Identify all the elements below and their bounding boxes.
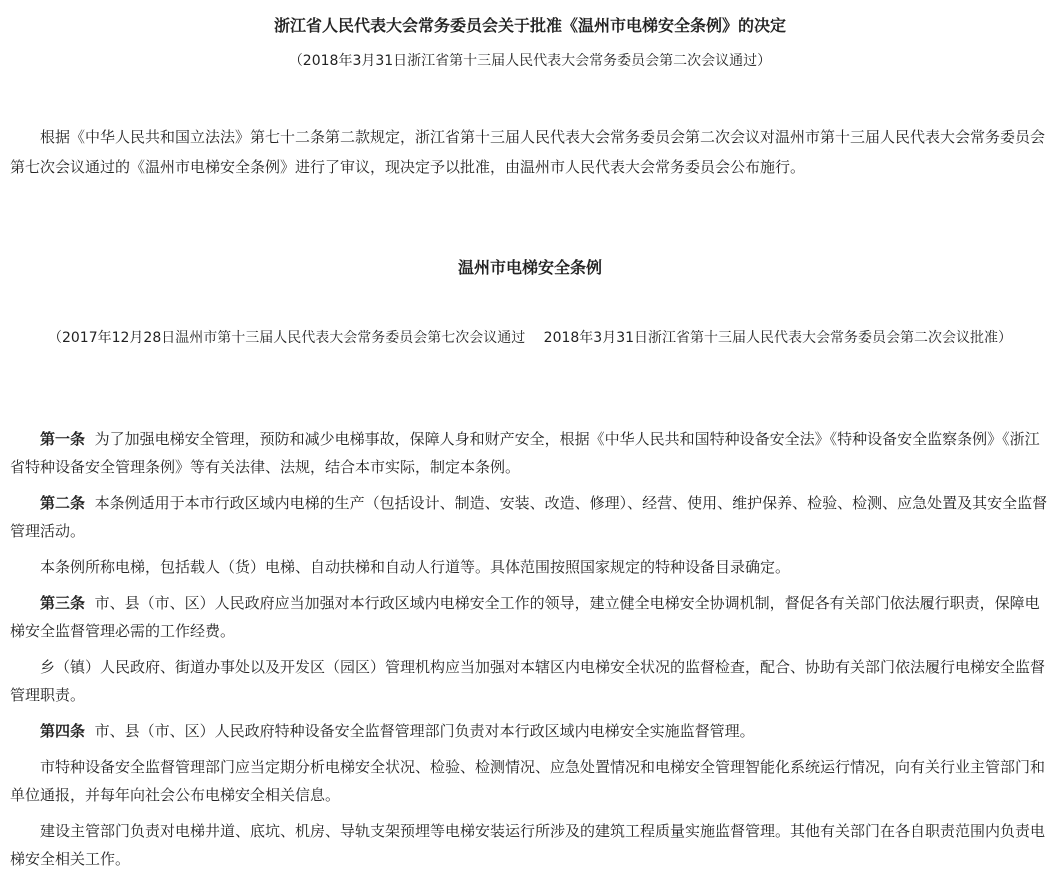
decision-adoption-note: （2018年3月31日浙江省第十三届人民代表大会常务委员会第二次会议通过） [288, 53, 772, 69]
article-text: 为了加强电梯安全管理，预防和减少电梯事故，保障人身和财产安全，根据《中华人民共和国特种设备安全法》《特种设备安全监察条例》《浙江省特种设备安全管理条例》等有关法律、法规，结合本市实际，制定本条例。 [10, 430, 1040, 476]
article-paragraph [10, 589, 1050, 645]
article-paragraph [10, 553, 1050, 581]
article-text: 市、县（市、区）人民政府应当加强对本行政区域内电梯安全工作的领导，建立健全电梯安全协调机制，督促各有关部门依法履行职责，保障电梯安全监督管理必需的工作经费。 [10, 594, 1040, 640]
article-paragraph [10, 425, 1050, 481]
article-text: 乡（镇）人民政府、街道办事处以及开发区（园区）管理机构应当加强对本辖区内电梯安全状况的监督检查，配合、协助有关部门依法履行电梯安全监督管理职责。 [10, 658, 1046, 704]
article-number: 第一条 [40, 430, 86, 448]
article-paragraph [10, 817, 1050, 873]
articles-list [10, 425, 1050, 881]
decision-title: 浙江省人民代表大会常务委员会关于批准《温州市电梯安全条例》的决定 [273, 16, 786, 35]
article-number: 第二条 [40, 494, 86, 512]
regulation-title: 温州市电梯安全条例 [457, 258, 602, 277]
regulation-adoption-note: （2017年12月28日温州市第十三届人民代表大会常务委员会第七次会议通过 2018年3月31日浙江省第十三届人民代表大会常务委员会第二次会议批准） [47, 330, 1013, 346]
decision-body-paragraph: 根据《中华人民共和国立法法》第七十二条第二款规定，浙江省第十三届人民代表大会常务委员会第二次会议对温州市第十三届人民代表大会常务委员会第七次会议通过的《温州市电梯安全条例》进行了审议，现决定予以批准，由温州市人民代表大会常务委员会公布施行。 [10, 128, 1046, 176]
article-paragraph [10, 717, 1050, 745]
article-number: 第四条 [40, 722, 86, 740]
article-paragraph [10, 489, 1050, 545]
article-number: 第三条 [40, 594, 86, 612]
article-text: 市、县（市、区）人民政府特种设备安全监督管理部门负责对本行政区域内电梯安全实施监督管理。 [94, 722, 755, 740]
article-text: 本条例所称电梯，包括载人（货）电梯、自动扶梯和自动人行道等。具体范围按照国家规定的特种设备目录确定。 [40, 558, 791, 576]
article-paragraph [10, 753, 1050, 809]
article-text: 市特种设备安全监督管理部门应当定期分析电梯安全状况、检验、检测情况、应急处置情况和电梯安全管理智能化系统运行情况，向有关行业主管部门和单位通报，并每年向社会公布电梯安全相关信息。 [10, 758, 1046, 804]
article-text: 建设主管部门负责对电梯井道、底坑、机房、导轨支架预埋等电梯安装运行所涉及的建筑工程质量实施监督管理。其他有关部门在各自职责范围内负责电梯安全相关工作。 [10, 822, 1046, 868]
article-paragraph [10, 653, 1050, 709]
article-text: 本条例适用于本市行政区域内电梯的生产（包括设计、制造、安装、改造、修理）、经营、使用、维护保养、检验、检测、应急处置及其安全监督管理活动。 [10, 494, 1048, 540]
